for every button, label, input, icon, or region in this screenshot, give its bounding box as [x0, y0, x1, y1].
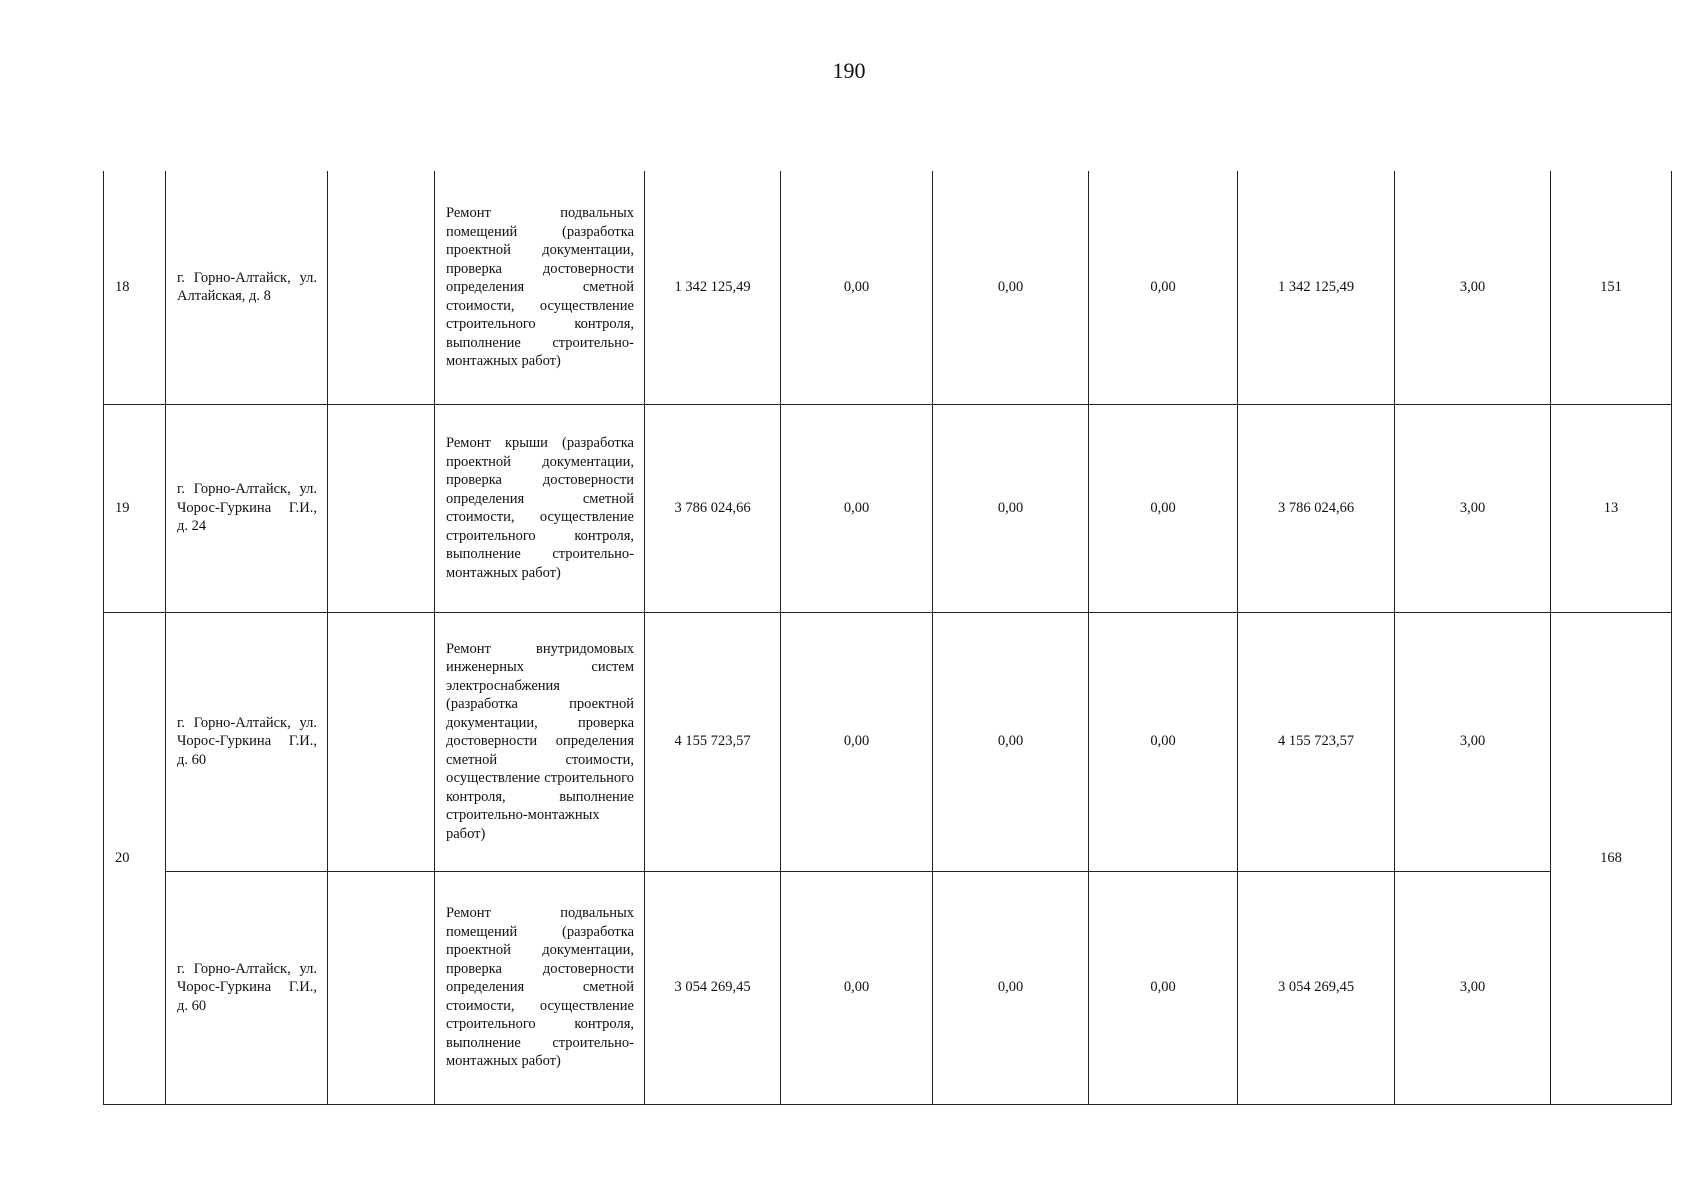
- address-cell: г. Горно-Алтайск, ул. Чорос-Гуркина Г.И., д. 60: [166, 871, 328, 1104]
- rate-cell: 3,00: [1395, 612, 1551, 871]
- value-cell: 0,00: [1089, 404, 1238, 612]
- address-cell: г. Горно-Алтайск, ул. Чорос-Гуркина Г.И., д. 60: [166, 612, 328, 871]
- value-cell: 0,00: [933, 171, 1089, 404]
- row-number: 19: [104, 404, 166, 612]
- capital-repair-table: [103, 171, 1672, 1105]
- table-row: [104, 871, 1672, 1104]
- value-cell: 0,00: [781, 404, 933, 612]
- work-description-cell: Ремонт подвальных помещений (разработка проектной документации, проверка достоверности определения сметной стоимости, осуществление строительного контроля, выполнение строительно-монтажных работ): [435, 871, 645, 1104]
- table-row: [104, 612, 1672, 871]
- total-cost-cell: 3 054 269,45: [645, 871, 781, 1104]
- value-cell: 0,00: [781, 871, 933, 1104]
- work-description-cell: Ремонт внутридомовых инженерных систем электроснабжения (разработка проектной документации, проверка достоверности определения сметной стоимости, осуществление строительного контроля, выполнение строительно-монтажных работ): [435, 612, 645, 871]
- row-number: 18: [104, 171, 166, 404]
- value-cell: 0,00: [781, 171, 933, 404]
- total-cost-cell: 4 155 723,57: [645, 612, 781, 871]
- total-cost-cell: 1 342 125,49: [645, 171, 781, 404]
- last-column-cell: 168: [1551, 612, 1672, 1104]
- table-row: [104, 171, 1672, 404]
- owner-funds-cell: 1 342 125,49: [1238, 171, 1395, 404]
- last-column-cell: 151: [1551, 171, 1672, 404]
- rate-cell: 3,00: [1395, 871, 1551, 1104]
- page-number: 190: [832, 58, 866, 83]
- work-description-cell: Ремонт крыши (разработка проектной документации, проверка достоверности определения сметной стоимости, осуществление строительного контроля, выполнение строительно-монтажных работ): [435, 404, 645, 612]
- rate-cell: 3,00: [1395, 404, 1551, 612]
- empty-cell: [328, 871, 435, 1104]
- empty-cell: [328, 171, 435, 404]
- row-number: 20: [104, 612, 166, 1104]
- value-cell: 0,00: [933, 404, 1089, 612]
- value-cell: 0,00: [933, 612, 1089, 871]
- empty-cell: [328, 612, 435, 871]
- last-column-cell: 13: [1551, 404, 1672, 612]
- address-cell: г. Горно-Алтайск, ул. Алтайская, д. 8: [166, 171, 328, 404]
- total-cost-cell: 3 786 024,66: [645, 404, 781, 612]
- empty-cell: [328, 404, 435, 612]
- value-cell: 0,00: [1089, 871, 1238, 1104]
- value-cell: 0,00: [781, 612, 933, 871]
- work-description-cell: Ремонт подвальных помещений (разработка проектной документации, проверка достоверности определения сметной стоимости, осуществление строительного контроля, выполнение строительно-монтажных работ): [435, 171, 645, 404]
- owner-funds-cell: 3 786 024,66: [1238, 404, 1395, 612]
- address-cell: г. Горно-Алтайск, ул. Чорос-Гуркина Г.И., д. 24: [166, 404, 328, 612]
- rate-cell: 3,00: [1395, 171, 1551, 404]
- owner-funds-cell: 4 155 723,57: [1238, 612, 1395, 871]
- value-cell: 0,00: [933, 871, 1089, 1104]
- value-cell: 0,00: [1089, 612, 1238, 871]
- value-cell: 0,00: [1089, 171, 1238, 404]
- table-row: [104, 404, 1672, 612]
- owner-funds-cell: 3 054 269,45: [1238, 871, 1395, 1104]
